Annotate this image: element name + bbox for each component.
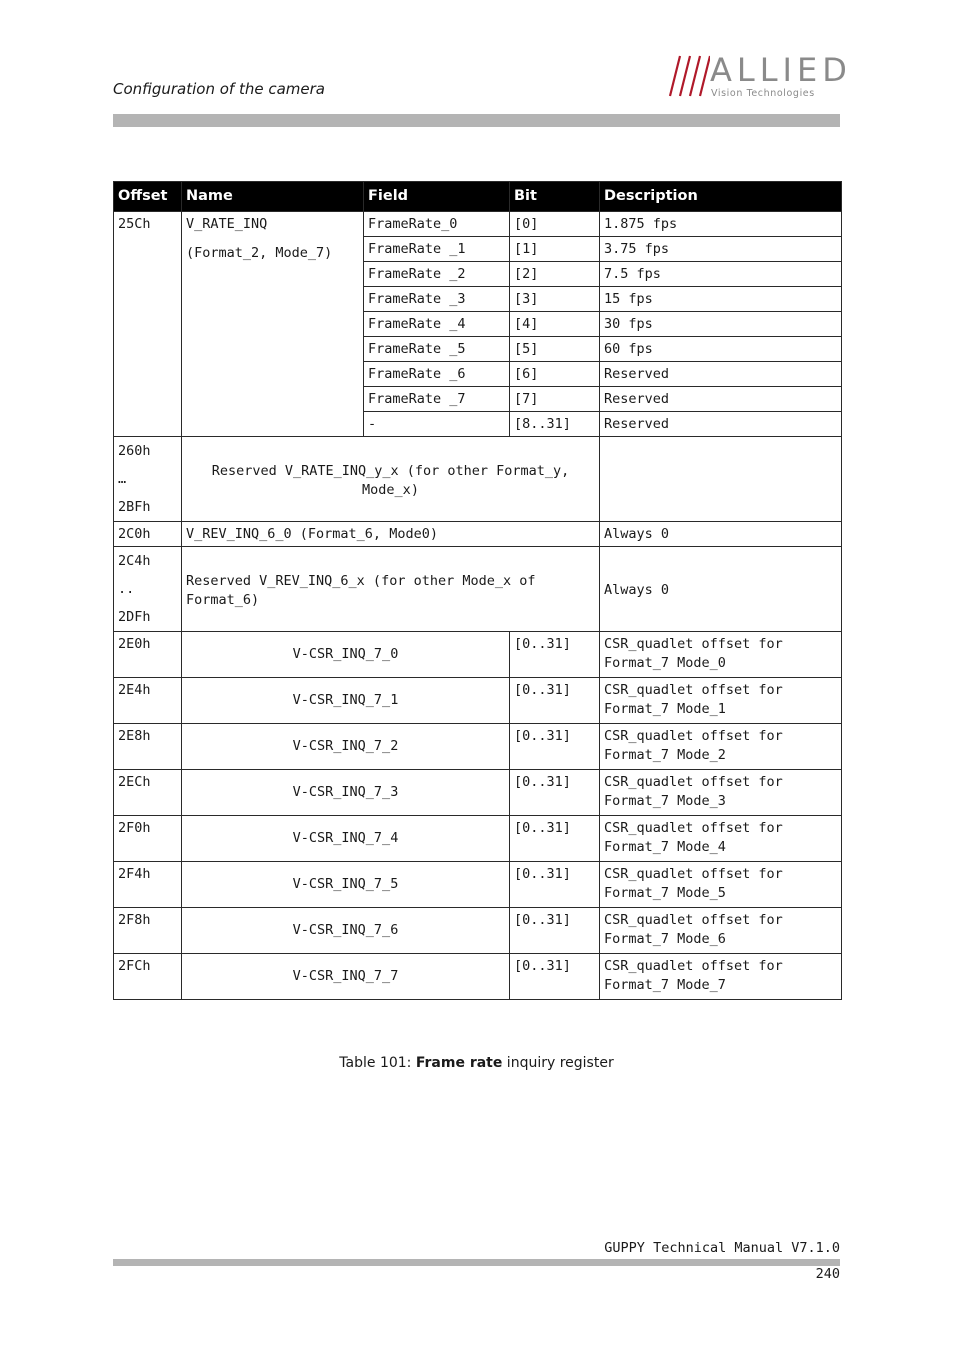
description-cell <box>600 437 842 522</box>
description-cell: CSR_quadlet offset for Format_7 Mode_0 <box>600 632 842 678</box>
section-title: Configuration of the camera <box>113 80 325 98</box>
bit-cell: [7] <box>510 387 600 412</box>
page-number: 240 <box>815 1266 840 1282</box>
offset-start: 260h <box>118 443 151 459</box>
bit-cell: [0..31] <box>510 724 600 770</box>
caption-prefix: Table 101: <box>339 1055 416 1071</box>
register-name: V_RATE_INQ <box>186 216 268 232</box>
table-row <box>114 908 842 954</box>
bit-cell: [2] <box>510 262 600 287</box>
table-caption <box>113 1055 840 1071</box>
name-cell: V-CSR_INQ_7_6 <box>182 908 510 954</box>
frame-rate-inquiry-table <box>113 181 842 1000</box>
field-cell: FrameRate _2 <box>364 262 510 287</box>
logo-slashes-icon <box>668 54 710 98</box>
name-cell: V-CSR_INQ_7_0 <box>182 632 510 678</box>
caption-bold: Frame rate <box>415 1055 503 1071</box>
description-cell: CSR_quadlet offset for Format_7 Mode_6 <box>600 908 842 954</box>
bit-cell: [4] <box>510 312 600 337</box>
offset-cell: 2F0h <box>114 816 182 862</box>
table-row <box>114 522 842 547</box>
header-rule <box>113 114 840 127</box>
footer-rule <box>113 1259 840 1266</box>
table-row <box>114 862 842 908</box>
offset-end: 2DFh <box>118 609 151 625</box>
offset-cell: 2C0h <box>114 522 182 547</box>
table-row <box>114 724 842 770</box>
column-header-bit: Bit <box>510 182 600 212</box>
field-cell: FrameRate _1 <box>364 237 510 262</box>
column-header-field: Field <box>364 182 510 212</box>
description-cell: Reserved <box>600 362 842 387</box>
name-cell: V-CSR_INQ_7_4 <box>182 816 510 862</box>
bit-cell: [0..31] <box>510 816 600 862</box>
description-cell: CSR_quadlet offset for Format_7 Mode_7 <box>600 954 842 1000</box>
field-cell: - <box>364 412 510 437</box>
field-cell: FrameRate _4 <box>364 312 510 337</box>
table-row <box>114 437 842 522</box>
table-row <box>114 770 842 816</box>
description-cell: CSR_quadlet offset for Format_7 Mode_2 <box>600 724 842 770</box>
table-row <box>114 816 842 862</box>
offset-cell: 2FCh <box>114 954 182 1000</box>
offset-cell: 25Ch <box>114 212 182 437</box>
name-cell: V-CSR_INQ_7_7 <box>182 954 510 1000</box>
description-cell: 7.5 fps <box>600 262 842 287</box>
bit-cell: [6] <box>510 362 600 387</box>
bit-cell: [0..31] <box>510 862 600 908</box>
column-header-offset: Offset <box>114 182 182 212</box>
description-cell: Reserved <box>600 387 842 412</box>
bit-cell: [3] <box>510 287 600 312</box>
offset-cell: 2F8h <box>114 908 182 954</box>
field-cell: FrameRate _6 <box>364 362 510 387</box>
bit-cell: [8..31] <box>510 412 600 437</box>
name-cell: Reserved V_RATE_INQ_y_x (for other Format_y, Mode_x) <box>182 437 600 522</box>
description-cell: Reserved <box>600 412 842 437</box>
offset-end: 2BFh <box>118 499 151 515</box>
description-cell: 1.875 fps <box>600 212 842 237</box>
bit-cell: [1] <box>510 237 600 262</box>
table-header-row <box>114 182 842 212</box>
description-cell: 3.75 fps <box>600 237 842 262</box>
offset-cell <box>114 437 182 522</box>
offset-cell: 2E4h <box>114 678 182 724</box>
description-cell: CSR_quadlet offset for Format_7 Mode_1 <box>600 678 842 724</box>
footer-manual-title: GUPPY Technical Manual V7.1.0 <box>604 1240 840 1256</box>
column-header-description: Description <box>600 182 842 212</box>
description-cell: CSR_quadlet offset for Format_7 Mode_4 <box>600 816 842 862</box>
register-format: (Format_2, Mode_7) <box>186 245 333 261</box>
field-cell: FrameRate _3 <box>364 287 510 312</box>
description-cell: Always 0 <box>600 547 842 632</box>
bit-cell: [0] <box>510 212 600 237</box>
description-cell: Always 0 <box>600 522 842 547</box>
bit-cell: [0..31] <box>510 770 600 816</box>
bit-cell: [5] <box>510 337 600 362</box>
offset-cell: 2E8h <box>114 724 182 770</box>
bit-cell: [0..31] <box>510 908 600 954</box>
name-cell: V_REV_INQ_6_0 (Format_6, Mode0) <box>182 522 600 547</box>
description-cell: 30 fps <box>600 312 842 337</box>
column-header-name: Name <box>182 182 364 212</box>
offset-ellipsis: … <box>118 471 127 487</box>
offset-cell: 2ECh <box>114 770 182 816</box>
offset-cell <box>114 547 182 632</box>
description-cell: CSR_quadlet offset for Format_7 Mode_3 <box>600 770 842 816</box>
table-row <box>114 678 842 724</box>
offset-cell: 2E0h <box>114 632 182 678</box>
bit-cell: [0..31] <box>510 954 600 1000</box>
description-cell: 15 fps <box>600 287 842 312</box>
name-cell: V-CSR_INQ_7_1 <box>182 678 510 724</box>
offset-start: 2C4h <box>118 553 151 569</box>
caption-suffix: inquiry register <box>502 1055 614 1071</box>
table-row <box>114 212 842 237</box>
table-row <box>114 954 842 1000</box>
name-cell: V-CSR_INQ_7_5 <box>182 862 510 908</box>
table-row <box>114 547 842 632</box>
name-cell: Reserved V_REV_INQ_6_x (for other Mode_x of Format_6) <box>182 547 600 632</box>
logo-subtitle: Vision Technologies <box>711 88 815 99</box>
logo-word: ALLIED <box>710 51 852 89</box>
field-cell: FrameRate _5 <box>364 337 510 362</box>
bit-cell: [0..31] <box>510 632 600 678</box>
name-cell <box>182 212 364 437</box>
table-row <box>114 632 842 678</box>
offset-cell: 2F4h <box>114 862 182 908</box>
offset-ellipsis: .. <box>118 581 135 597</box>
description-cell: CSR_quadlet offset for Format_7 Mode_5 <box>600 862 842 908</box>
bit-cell: [0..31] <box>510 678 600 724</box>
name-cell: V-CSR_INQ_7_3 <box>182 770 510 816</box>
description-cell: 60 fps <box>600 337 842 362</box>
field-cell: FrameRate _7 <box>364 387 510 412</box>
field-cell: FrameRate_0 <box>364 212 510 237</box>
name-cell: V-CSR_INQ_7_2 <box>182 724 510 770</box>
allied-logo <box>668 51 852 100</box>
